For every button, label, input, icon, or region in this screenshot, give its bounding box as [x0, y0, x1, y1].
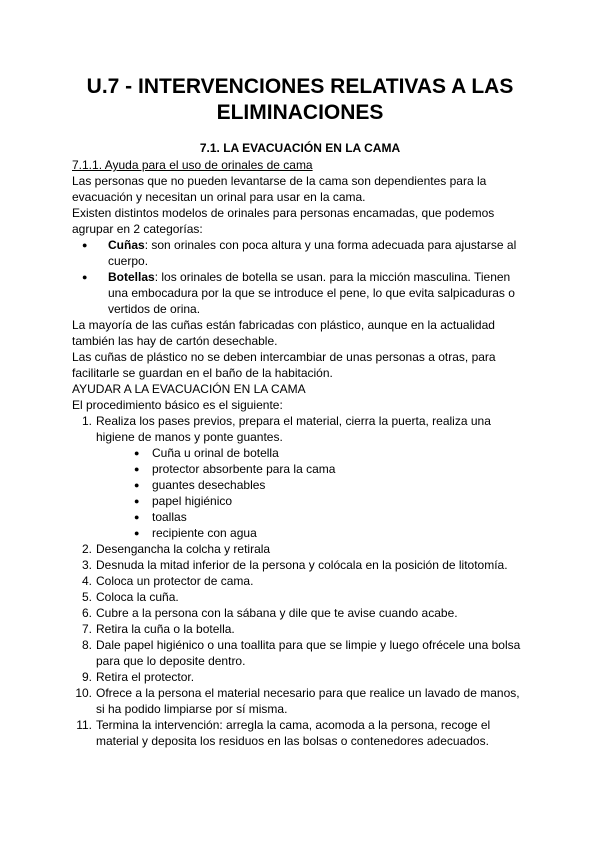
step-item — [81, 413, 528, 541]
step-item — [81, 669, 528, 685]
procedure-heading: AYUDAR A LA EVACUACIÓN EN LA CAMA — [72, 382, 306, 396]
step-item — [81, 573, 528, 589]
title-line-2: ELIMINACIONES — [216, 101, 384, 124]
step-item — [81, 605, 528, 621]
material-item: ● guantes desechables — [152, 477, 528, 493]
step-number: 1. — [81, 414, 92, 428]
step-text: Retira el protector. — [96, 670, 195, 684]
step-number: 8. — [81, 638, 92, 652]
step-text: Cubre a la persona con la sábana y dile que te avise cuando acabe. — [96, 606, 458, 620]
step-item — [81, 621, 528, 637]
step-text: Desnuda la mitad inferior de la persona y colócala en la posición de litotomía. — [96, 558, 508, 572]
step-item — [76, 717, 528, 749]
step-number: 4. — [81, 574, 92, 588]
document-body — [72, 157, 528, 749]
step-item — [81, 637, 528, 669]
paragraph-materials: La mayoría de las cuñas están fabricadas con plástico, aunque en la actualidad también las hay de cartón desechable. — [72, 318, 495, 348]
material-item: ● protector absorbente para la cama — [152, 461, 528, 477]
paragraph-hygiene: Las cuñas de plástico no se deben intercambiar de unas personas a otras, para facilitarle se guardan en el baño de la habitación. — [72, 350, 496, 380]
step-number: 10. — [75, 686, 92, 700]
material-item: ● toallas — [152, 509, 528, 525]
title-line-1: U.7 - INTERVENCIONES RELATIVAS A LAS — [86, 75, 514, 98]
category-text: : los orinales de botella se usan. para la micción masculina. Tienen una embocadura por la que se introduce el pene, lo que evita salpicaduras o vertidos de orina. — [108, 270, 515, 316]
category-item — [108, 237, 528, 269]
step-number: 11. — [76, 718, 92, 732]
subsection-title: 7.1.1. Ayuda para el uso de orinales de cama — [72, 158, 313, 172]
section-title: 7.1. LA EVACUACIÓN EN LA CAMA — [199, 141, 401, 155]
step-text: Coloca la cuña. — [96, 590, 179, 604]
step-number: 6. — [81, 606, 92, 620]
materials-list — [96, 445, 528, 541]
procedure-steps — [72, 413, 528, 749]
page-title — [60, 74, 540, 126]
step-item — [81, 589, 528, 605]
step-text: Realiza los pases previos, prepara el material, cierra la puerta, realiza una higiene de manos y ponte guantes. — [96, 414, 491, 444]
step-item — [81, 541, 528, 557]
step-text: Dale papel higiénico o una toallita para que se limpie y luego ofrécele una bolsa para que lo deposite dentro. — [96, 638, 521, 668]
step-number: 9. — [81, 670, 92, 684]
material-item: ● recipiente con agua — [152, 525, 528, 541]
category-text: : son orinales con poca altura y una forma adecuada para ajustarse al cuerpo. — [108, 238, 517, 268]
paragraph-intro: Las personas que no pueden levantarse de la cama son dependientes para la evacuación y necesitan un orinal para usar en la cama. — [72, 174, 487, 204]
step-item — [81, 557, 528, 573]
step-number: 7. — [81, 622, 92, 636]
step-number: 5. — [81, 590, 92, 604]
step-number: 3. — [81, 558, 92, 572]
step-text: Desengancha la colcha y retirala — [96, 542, 271, 556]
step-text: Termina la intervención: arregla la cama, acomoda a la persona, recoge el material y deposita los residuos en las bolsas o contenedores adecuados. — [96, 718, 491, 748]
category-term: Cuñas — [108, 238, 145, 252]
category-item — [108, 269, 528, 317]
material-item: ● papel higiénico — [152, 493, 528, 509]
paragraph-categories: Existen distintos modelos de orinales para personas encamadas, que podemos agrupar en 2 categorías: — [72, 206, 495, 236]
category-term: Botellas — [108, 270, 155, 284]
step-item — [75, 685, 528, 717]
paragraph-procedure-intro: El procedimiento básico es el siguiente: — [72, 398, 283, 412]
step-text: Coloca un protector de cama. — [96, 574, 254, 588]
category-list — [72, 237, 528, 317]
step-text: Ofrece a la persona el material necesario para que realice un lavado de manos, si ha podido limpiarse por sí misma. — [96, 686, 520, 716]
step-text: Retira la cuña o la botella. — [96, 622, 235, 636]
step-number: 2. — [81, 542, 92, 556]
material-item: ● Cuña u orinal de botella — [152, 445, 528, 461]
